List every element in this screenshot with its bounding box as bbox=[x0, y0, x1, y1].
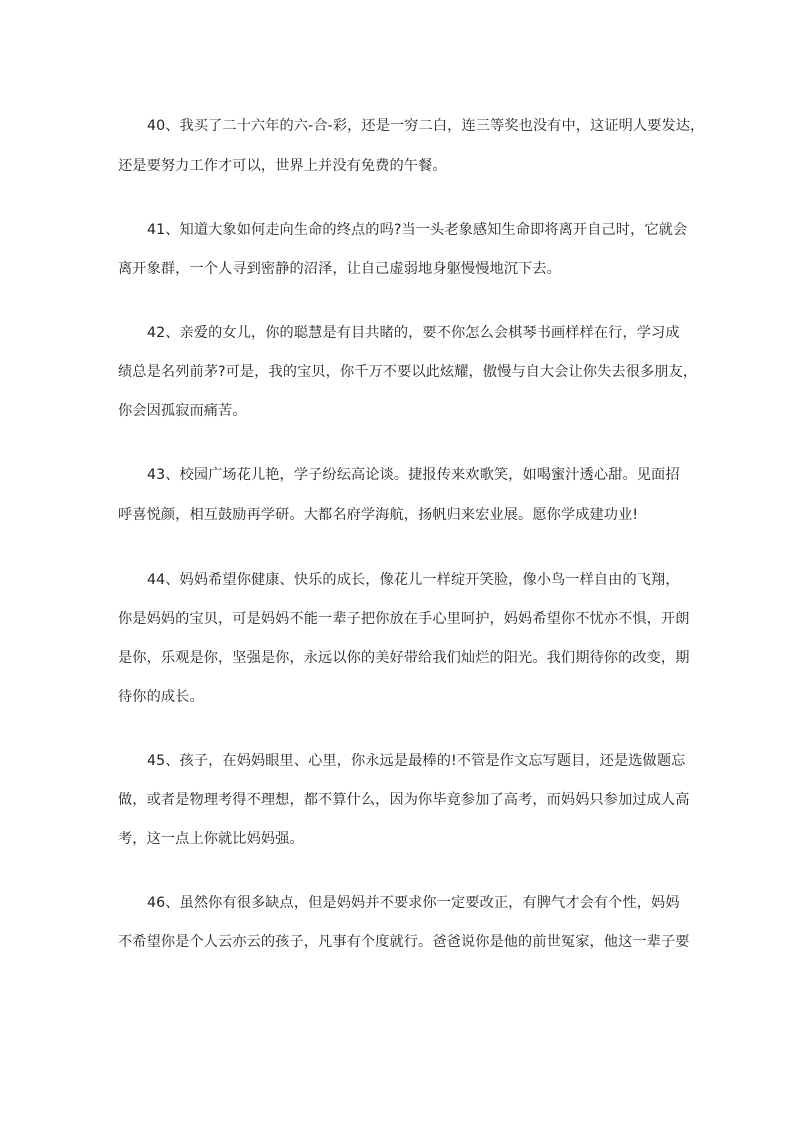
paragraph-40-line-1: 40、我买了二十六年的六-合-彩，还是一穷二白，连三等奖也没有中，这证明人要发达， bbox=[147, 118, 705, 134]
paragraph-45-line-3: 考，这一点上你就比妈妈强。 bbox=[118, 831, 304, 847]
paragraph-41-line-2: 离开象群，一个人寻到密静的沼泽，让自己虚弱地身躯慢慢地沉下去。 bbox=[118, 261, 561, 277]
paragraph-42-line-1: 42、亲爱的女儿，你的聪慧是有目共睹的，要不你怎么会棋琴书画样样在行，学习成 bbox=[147, 325, 680, 341]
paragraph-43-line-2: 呼喜悦颜，相互鼓励再学研。大都名府学海航，扬帆归来宏业展。愿你学成建功业! bbox=[118, 507, 639, 523]
paragraph-44-line-3: 是你，乐观是你，坚强是你，永远以你的美好带给我们灿烂的阳光。我们期待你的改变，期 bbox=[118, 650, 690, 666]
paragraph-41-line-1: 41、知道大象如何走向生命的终点的吗?当一头老象感知生命即将离开自己时，它就会 bbox=[147, 222, 688, 238]
paragraph-42-line-3: 你会因孤寂而痛苦。 bbox=[118, 403, 247, 419]
paragraph-44-line-4: 待你的成长。 bbox=[118, 689, 204, 705]
paragraph-46-line-1: 46、虽然你有很多缺点，但是妈妈并不要求你一定要改正，有脾气才会有个性，妈妈 bbox=[147, 895, 680, 911]
paragraph-43-line-1: 43、校园广场花儿艳，学子纷纭高论谈。捷报传来欢歌笑，如喝蜜汁透心甜。见面招 bbox=[147, 467, 680, 483]
paragraph-40-line-2: 还是要努力工作才可以，世界上并没有免费的午餐。 bbox=[118, 158, 447, 174]
paragraph-45-line-2: 做，或者是物理考得不理想，都不算什么，因为你毕竟参加了高考，而妈妈只参加过成人高 bbox=[118, 792, 690, 808]
paragraph-46-line-2: 不希望你是个人云亦云的孩子，凡事有个度就行。爸爸说你是他的前世冤家，他这一辈子要 bbox=[118, 934, 690, 950]
paragraph-45-line-1: 45、孩子，在妈妈眼里、心里，你永远是最棒的!不管是作文忘写题目，还是选做题忘 bbox=[147, 753, 686, 769]
paragraph-42-line-2: 绩总是名列前茅?可是，我的宝贝，你千万不要以此炫耀，傲慢与自大会让你失去很多朋友， bbox=[118, 364, 698, 380]
paragraph-44-line-2: 你是妈妈的宝贝，可是妈妈不能一辈子把你放在手心里呵护，妈妈希望你不忧亦不惧，开朗 bbox=[118, 611, 690, 627]
paragraph-44-line-1: 44、妈妈希望你健康、快乐的成长，像花儿一样绽开笑脸，像小鸟一样自由的飞翔， bbox=[147, 572, 680, 588]
